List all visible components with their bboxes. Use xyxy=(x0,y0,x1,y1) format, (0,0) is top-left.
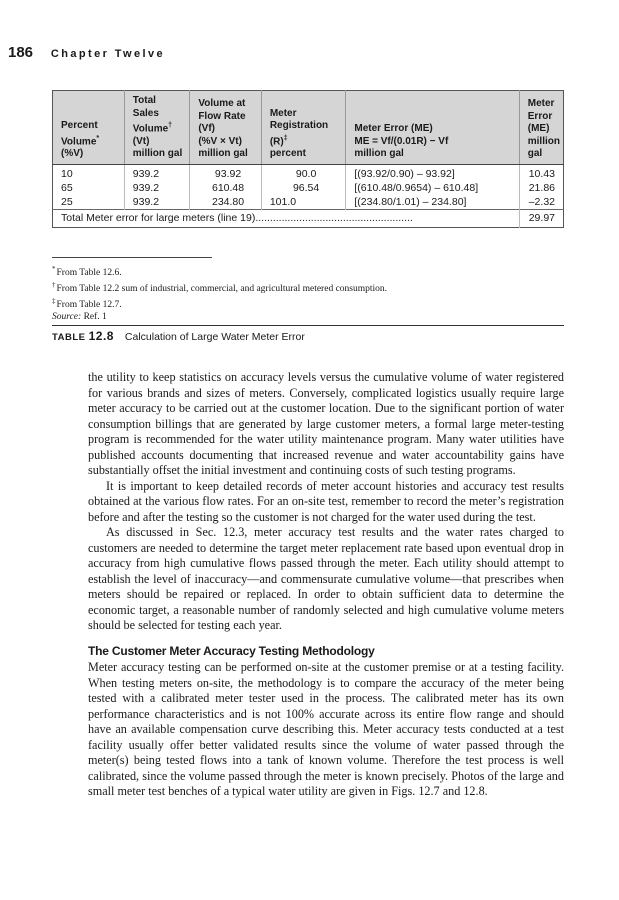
header-line: Flow Rate xyxy=(198,110,246,122)
total-label: Total Meter error for large meters (line 19)...................................................... xyxy=(53,209,520,227)
col-header-meter-error xyxy=(519,91,563,165)
paragraph: the utility to keep statistics on accuracy levels versus the cumulative volume of water registered for various brands and sizes of meters. Conversely, complicated logistics usually require large meter accuracy to be carried out at the customer location. Due to the significant portion of water consumption billings that are generated by large customer meters, a formal large meter-testing program is recommended for the water utility maintenance program. Many water utilities have published accounts documenting that increased revenue and water accountability gains have substantially offset the initial investment and continuing costs of such testing programs. xyxy=(88,370,564,477)
cell-total: 939.2 xyxy=(124,181,190,195)
footnote-mark: * xyxy=(96,134,100,142)
footnote-symbol: † xyxy=(52,281,56,290)
header-line: million xyxy=(527,135,560,147)
footnote xyxy=(52,279,562,295)
caption-label-number: 12.8 xyxy=(88,329,114,343)
paragraph: As discussed in Sec. 12.3, meter accuracy test results and the water rates charged to customers are needed to determine the target meter replacement rate based upon eventual drop in accuracy from high cumulative flows passed through the meter. Each utility should attempt to establish the level of inaccuracy—and commensurate cumulative volume—that prescribes when meters should be repaired or replaced. In order to obtain sufficient data to determine the economic target, a reasonable number of randomly selected and high cumulative volume meters should be selected for testing each year. xyxy=(88,525,564,632)
header-text: Volume xyxy=(61,135,97,147)
header-line: Volume at xyxy=(198,98,246,110)
cell-error: –2.32 xyxy=(519,195,563,210)
header-line: million gal xyxy=(132,148,183,160)
cell-formula: [(234.80/1.01) – 234.80] xyxy=(346,195,519,210)
header-line xyxy=(270,133,343,149)
table-header-row xyxy=(53,91,564,165)
cell-error: 21.86 xyxy=(519,181,563,195)
cell-percent: 65 xyxy=(61,181,73,194)
footnote-mark: † xyxy=(168,122,173,129)
footnote-symbol: ‡ xyxy=(52,297,56,306)
meter-error-table xyxy=(52,90,564,228)
cell-flow-volume: 610.48 xyxy=(190,181,262,195)
cell-percent: 25 xyxy=(61,195,73,208)
cell-registration: 90.0 xyxy=(261,164,346,181)
table-caption xyxy=(52,329,305,343)
header-line xyxy=(61,133,121,149)
body-text xyxy=(88,370,564,800)
caption-label xyxy=(52,329,114,343)
cell-formula: [(610.48/0.9654) – 610.48] xyxy=(346,181,519,195)
col-header-total-sales xyxy=(124,91,190,165)
paragraph: Meter accuracy testing can be performed on-site at the customer premise or at a testing facility. When testing meters on-site, the methodology is to compare the accuracy of the meter being tested with a calibrated meter tester used in the process. The calibrated meter has its own performance characteristics and is not 100% accurate across its entire flow range and should have an available compensation curve describing this. Meter accuracy tests conducted at a test facility usually offer better validated results since the volume of water passed through the meter(s) being tested flows into a tank of known volume. Therefore the test process is well calibrated, since the volume passed through the meter is known precisely. Photos of the large and small meter test benches of a typical water utility are given in Figs. 12.7 and 12.8. xyxy=(88,660,564,798)
footnotes xyxy=(52,263,562,323)
footnote-symbol: * xyxy=(52,265,56,273)
header-line: million gal xyxy=(354,148,404,160)
col-header-percent-volume xyxy=(53,91,125,165)
footnote-text: From Table 12.6. xyxy=(56,268,122,279)
header-line: gal xyxy=(527,148,543,160)
caption-text: Calculation of Large Water Meter Error xyxy=(124,331,305,343)
col-header-flow-volume xyxy=(190,91,262,165)
caption-divider xyxy=(52,325,564,326)
header-line: Meter xyxy=(527,98,555,110)
total-value: 29.97 xyxy=(519,209,563,227)
cell-total: 939.2 xyxy=(124,164,190,181)
header-line: (Vt) xyxy=(132,135,150,147)
footnote-divider xyxy=(52,257,212,258)
source-label: Source: xyxy=(52,312,82,323)
header-line: Total xyxy=(132,95,156,106)
header-line: Meter xyxy=(269,107,297,119)
header-line: Meter Error (ME) xyxy=(354,123,433,135)
cell-registration: 101.0 xyxy=(261,195,346,210)
chapter-title: Chapter Twelve xyxy=(50,48,166,60)
cell-registration: 96.54 xyxy=(261,181,346,195)
footnote-text: From Table 12.2 sum of industrial, commercial, and agricultural metered consumption. xyxy=(56,284,388,295)
cell-flow-volume: 234.80 xyxy=(190,195,262,210)
footnote xyxy=(52,295,562,311)
header-line: ME = Vf/(0.01R) − Vf xyxy=(354,135,449,147)
table-total-row xyxy=(53,209,564,227)
footnote-source xyxy=(52,311,562,323)
col-header-meter-error-formula xyxy=(346,91,519,165)
header-line: Error xyxy=(527,110,553,122)
header-line: (%V) xyxy=(61,148,84,160)
running-header xyxy=(8,44,165,61)
header-line: million gal xyxy=(198,148,248,160)
cell-flow-volume: 93.92 xyxy=(190,164,262,181)
cell-percent: 10 xyxy=(61,167,73,180)
footnote xyxy=(52,263,562,279)
header-line: percent xyxy=(269,148,306,160)
cell-total: 939.2 xyxy=(124,195,190,210)
caption-label-prefix: TABLE xyxy=(52,332,86,343)
header-line: Registration xyxy=(269,120,329,131)
footnote-text: From Table 12.7. xyxy=(56,300,122,311)
header-text: Volume xyxy=(132,123,169,135)
header-line: (Vf) xyxy=(198,123,215,135)
header-line xyxy=(133,120,187,136)
table-row xyxy=(53,164,564,181)
source-text: Ref. 1 xyxy=(83,312,107,323)
header-line: Percent xyxy=(61,120,98,131)
paragraph: It is important to keep detailed records of meter account histories and accuracy test results obtained at the various flow rates. For an on-site test, remember to record the meter’s registration before and after the testing so the customer is not charged for the water used during the test. xyxy=(88,478,564,524)
header-line: (ME) xyxy=(527,123,550,135)
header-line: Sales xyxy=(132,107,159,119)
page-number: 186 xyxy=(8,44,34,61)
cell-error: 10.43 xyxy=(519,164,563,181)
section-heading: The Customer Meter Accuracy Testing Methodology xyxy=(88,643,375,658)
cell-formula: [(93.92/0.90) – 93.92] xyxy=(346,164,519,181)
header-line: (%V × Vt) xyxy=(198,135,242,147)
footnote-mark: ‡ xyxy=(283,134,288,142)
table-row xyxy=(53,195,564,210)
table-row xyxy=(53,181,564,195)
col-header-registration xyxy=(261,91,346,165)
header-text: (R) xyxy=(269,135,284,147)
